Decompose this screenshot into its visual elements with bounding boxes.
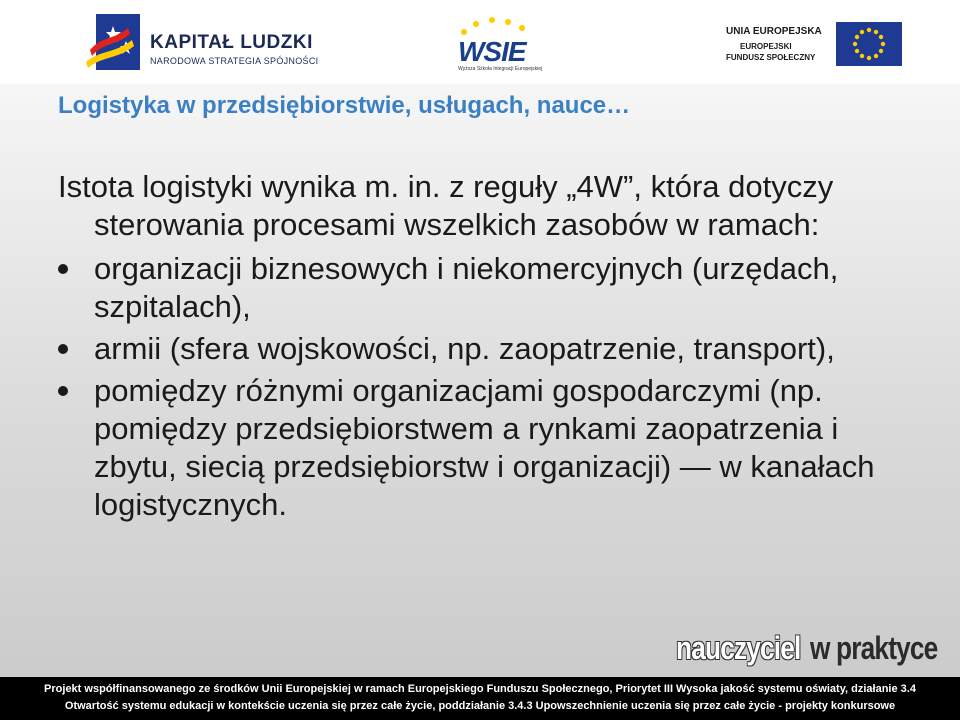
wsie-stars-icon (450, 14, 570, 38)
logo-word-nauczyciel: nauczyciel (676, 630, 801, 666)
bullet-text: pomiędzy różnymi organizacjami gospodarczymi (np. pomiędzy przedsiębiorstwem a rynkami zaopatrzenia i zbytu, siecią przedsiębiorstw i organizacji) — w kanałach logistycznych. (94, 373, 875, 522)
bullet-dot-icon (58, 344, 68, 354)
bullet-dot-icon (58, 386, 68, 396)
kapital-ludzki-emblem-icon (84, 10, 144, 74)
footer-line-1: Projekt współfinansowanego ze środków Unii Europejskiej w ramach Europejskiego Funduszu Społecznego, Priorytet III Wysoka jakość systemu oświaty, działanie 3.4 (44, 683, 916, 695)
nauczyciel-w-praktyce-logo (676, 628, 946, 668)
eu-fund-line2: FUNDUSZ SPOŁECZNY (726, 53, 816, 62)
footer (0, 677, 960, 720)
bullet-text: armii (sfera wojskowości, np. zaopatrzenie, transport), (94, 331, 835, 366)
bullet-item (58, 250, 928, 326)
eu-title: UNIA EUROPEJSKA (726, 26, 822, 37)
wsie-subtitle: Wyższa Szkoła Integracji Europejskiej (458, 66, 543, 72)
wsie-wordmark: WSIE (458, 36, 526, 67)
kapital-ludzki-logo (84, 10, 324, 74)
intro-paragraph: Istota logistyki wynika m. in. z reguły „4W”, która dotyczy sterowania procesami wszelkich zasobów w ramach: (58, 169, 834, 242)
wsie-logo (450, 14, 570, 74)
logo-word-w-praktyce: w praktyce (810, 630, 938, 666)
bullet-text: organizacji biznesowych i niekomercyjnych (urzędach, szpitalach), (94, 251, 839, 324)
slide-body (58, 168, 928, 528)
bullet-dot-icon (58, 264, 68, 274)
header-logos (0, 0, 960, 84)
kapital-ludzki-title: KAPITAŁ LUDZKI (150, 32, 313, 53)
bullet-list (58, 250, 928, 524)
eu-flag-icon (836, 22, 902, 66)
slide-title: Logistyka w przedsiębiorstwie, usługach, nauce… (58, 92, 631, 119)
eu-fund-line1: EUROPEJSKI (740, 42, 792, 51)
footer-line-2: Otwartość systemu edukacji w kontekście uczenia się przez całe życie, poddziałanie 3.4.3 Upowszechnienie uczenia się przez całe życie - projekty konkursowe (64, 700, 896, 712)
eu-logo (726, 20, 906, 70)
bullet-item (58, 330, 928, 368)
kapital-ludzki-subtitle: NARODOWA STRATEGIA SPÓJNOŚCI (150, 56, 319, 66)
bullet-item (58, 372, 928, 524)
